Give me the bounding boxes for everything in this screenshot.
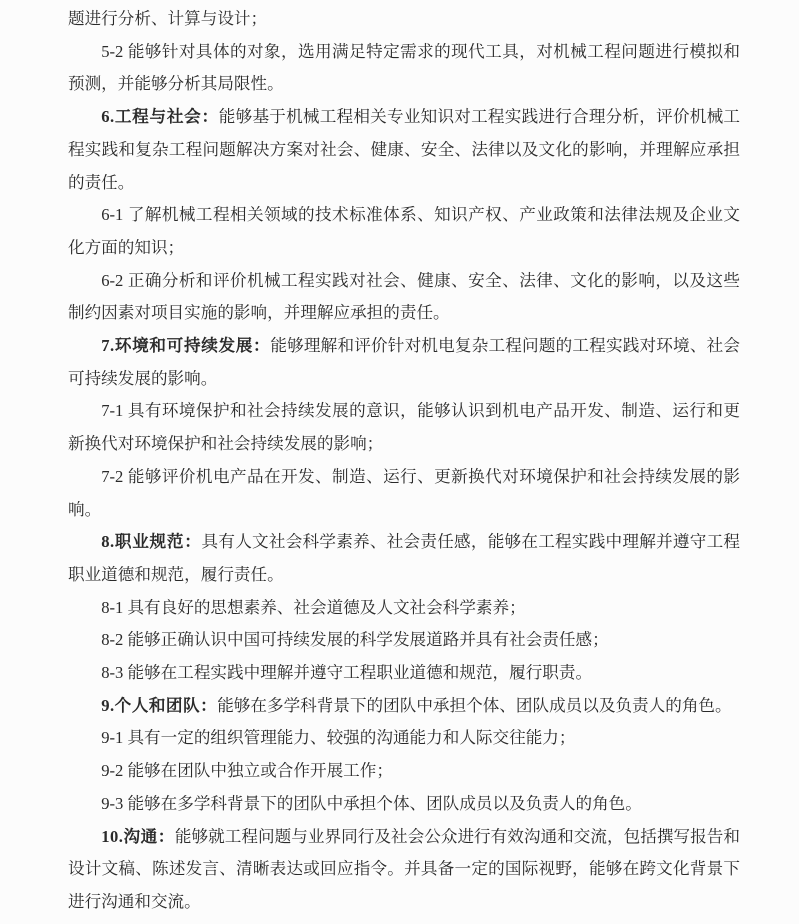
para-text: 能够在多学科背景下的团队中承担个体、团队成员以及负责人的角色。: [217, 695, 732, 715]
para-7-2: [68, 461, 740, 526]
section-6-heading: 6.工程与社会：: [101, 107, 219, 127]
para-8-2: [68, 624, 740, 657]
para-text: 题进行分析、计算与设计；: [68, 9, 268, 28]
para-9-intro: [68, 690, 740, 723]
para-text: 8-1 具有良好的思想素养、社会道德及人文社会科学素养；: [101, 597, 526, 617]
section-10-heading: 10.沟通：: [101, 826, 175, 846]
para-text: 能够理解和评价针对机电复杂工程问题的工程实践对环境、社会可持续发展的影响。: [68, 336, 740, 388]
para-8-3: [68, 657, 740, 690]
para-9-1: [68, 722, 740, 755]
para-10-intro: [68, 821, 740, 919]
document-page: [68, 3, 740, 919]
section-8-heading: 8.职业规范：: [101, 532, 202, 552]
para-text: 9-1 具有一定的组织管理能力、较强的沟通能力和人际交往能力；: [101, 728, 576, 748]
para-text: 8-3 能够在工程实践中理解并遵守工程职业道德和规范，履行职责。: [101, 663, 593, 683]
para-text: 7-2 能够评价机电产品在开发、制造、运行、更新换代对环境保护和社会持续发展的影响。: [68, 466, 740, 519]
para-text: 9-3 能够在多学科背景下的团队中承担个体、团队成员以及负责人的角色。: [101, 793, 642, 813]
section-7-heading: 7.环境和可持续发展：: [101, 336, 271, 356]
para-text: 具有人文社会科学素养、社会责任感，能够在工程实践中理解并遵守工程职业道德和规范，履行责任。: [68, 532, 740, 584]
para-text: 能够基于机械工程相关专业知识对工程实践进行合理分析，评价机械工程实践和复杂工程问题解决方案对社会、健康、安全、法律以及文化的影响，并理解应承担的责任。: [68, 107, 741, 192]
para-7-intro: [68, 330, 740, 395]
para-text: 7-1 具有环境保护和社会持续发展的意识，能够认识到机电产品开发、制造、运行和更新换代对环境保护和社会持续发展的影响；: [68, 401, 740, 454]
section-9-heading: 9.个人和团队：: [101, 695, 218, 715]
para-text: 6-2 正确分析和评价机械工程实践对社会、健康、安全、法律、文化的影响，以及这些制约因素对项目实施的影响，并理解应承担的责任。: [68, 270, 740, 323]
para-6-intro: [68, 101, 740, 199]
para-text: 9-2 能够在团队中独立或合作开展工作；: [101, 761, 393, 781]
para-text: 8-2 能够正确认识中国可持续发展的科学发展道路并具有社会责任感；: [101, 630, 609, 650]
para-9-2: [68, 755, 740, 788]
para-6-2: [68, 265, 740, 330]
para-5-1-continuation: [68, 3, 740, 36]
para-6-1: [68, 199, 740, 264]
para-8-intro: [68, 526, 740, 591]
para-text: 5-2 能够针对具体的对象，选用满足特定需求的现代工具，对机械工程问题进行模拟和预测，并能够分析其局限性。: [68, 41, 740, 94]
para-text: 能够就工程问题与业界同行及社会公众进行有效沟通和交流，包括撰写报告和设计文稿、陈述发言、清晰表达或回应指令。并具备一定的国际视野，能够在跨文化背景下进行沟通和交流。: [68, 826, 741, 911]
para-8-1: [68, 592, 740, 625]
para-5-2: [68, 36, 740, 101]
para-9-3: [68, 788, 740, 821]
para-text: 6-1 了解机械工程相关领域的技术标准体系、知识产权、产业政策和法律法规及企业文化方面的知识；: [68, 205, 740, 257]
para-7-1: [68, 395, 740, 460]
